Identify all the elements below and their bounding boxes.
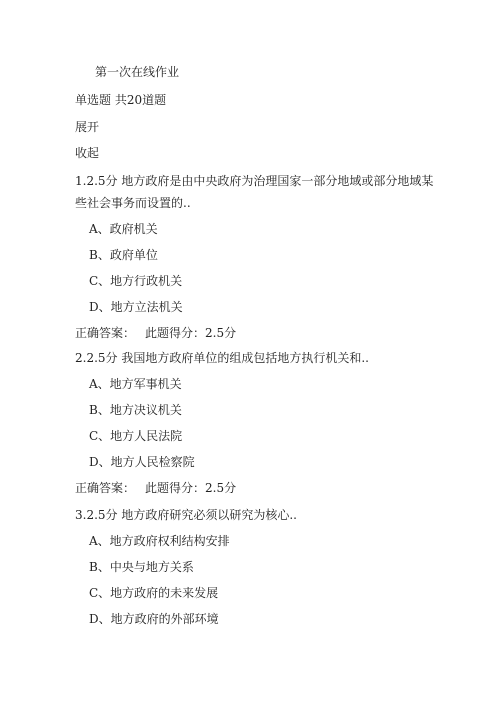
- collapse-link[interactable]: 收起: [75, 146, 100, 160]
- question-1-option-d[interactable]: D、地方立法机关: [89, 300, 183, 314]
- question-1-stem: 1.2.5分 地方政府是由中央政府为治理国家一部分地域或部分地域某些社会事务而设置的..: [75, 174, 434, 210]
- question-3-stem: 3.2.5分 地方政府研究必须以研究为核心..: [75, 508, 297, 522]
- question-3-option-b[interactable]: B、中央与地方关系: [89, 560, 194, 574]
- page-title: 第一次在线作业: [95, 65, 180, 79]
- question-2-option-c[interactable]: C、地方人民法院: [89, 429, 183, 443]
- question-3-option-d[interactable]: D、地方政府的外部环境: [89, 612, 219, 626]
- section-heading: 单选题 共20道题: [75, 93, 167, 107]
- question-3-option-a[interactable]: A、地方政府权利结构安排: [89, 534, 230, 548]
- question-2-stem: 2.2.5分 我国地方政府单位的组成包括地方执行机关和..: [75, 351, 369, 365]
- expand-link[interactable]: 展开: [75, 120, 100, 134]
- question-1-option-b[interactable]: B、政府单位: [89, 248, 158, 262]
- score-text: 此题得分：2.5分: [145, 481, 237, 495]
- question-1-answer-line: [75, 325, 236, 341]
- correct-answer-label: 正确答案：: [75, 326, 136, 340]
- question-2-option-a[interactable]: A、地方军事机关: [89, 377, 182, 391]
- score-text: 此题得分：2.5分: [145, 326, 237, 340]
- question-3-option-c[interactable]: C、地方政府的未来发展: [89, 586, 219, 600]
- question-2-answer-line: [75, 480, 236, 496]
- question-2-option-b[interactable]: B、地方决议机关: [89, 403, 182, 417]
- question-1-option-c[interactable]: C、地方行政机关: [89, 274, 183, 288]
- question-1-option-a[interactable]: A、政府机关: [89, 222, 158, 236]
- question-2-option-d[interactable]: D、地方人民检察院: [89, 455, 195, 469]
- correct-answer-label: 正确答案：: [75, 481, 136, 495]
